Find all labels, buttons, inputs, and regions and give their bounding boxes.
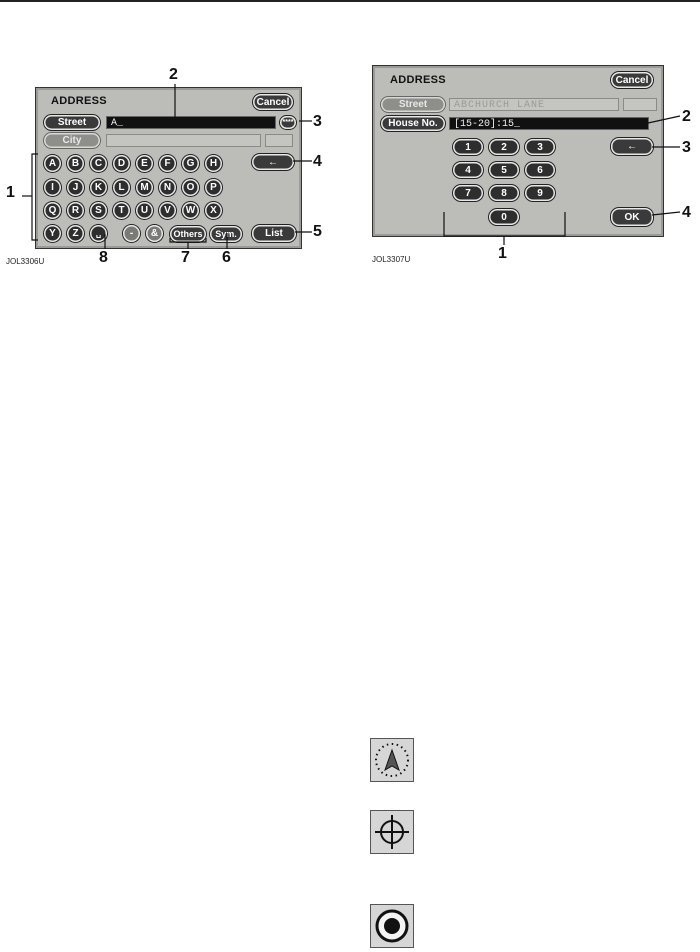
left-address-screen: [35, 87, 302, 249]
left-backspace-button[interactable]: ←: [252, 154, 294, 170]
right-figure-code: JOL3307U: [372, 255, 411, 264]
num-key-2[interactable]: 2: [489, 139, 519, 155]
right-cancel-button[interactable]: Cancel: [611, 72, 653, 88]
key-space[interactable]: ␣: [90, 225, 107, 242]
compass-heading-glyph: [371, 739, 413, 781]
left-screen-title: ADDRESS: [51, 95, 107, 107]
right-street-field: ABCHURCH LANE: [449, 98, 619, 111]
key-i[interactable]: I: [44, 179, 61, 196]
num-key-8[interactable]: 8: [489, 185, 519, 201]
key-k[interactable]: K: [90, 179, 107, 196]
crosshair-icon: [370, 810, 414, 854]
key-ampersand[interactable]: &: [146, 225, 163, 242]
key-d[interactable]: D: [113, 155, 130, 172]
left-city-button[interactable]: City: [44, 133, 100, 148]
sym-button[interactable]: Sym.: [210, 226, 242, 242]
num-key-6[interactable]: 6: [525, 162, 555, 178]
num-key-1[interactable]: 1: [453, 139, 483, 155]
left-callout-3: 3: [313, 113, 322, 130]
key-n[interactable]: N: [159, 179, 176, 196]
key-x[interactable]: X: [205, 202, 222, 219]
left-callout-8: 8: [99, 249, 108, 266]
left-street-button[interactable]: Street: [44, 115, 100, 130]
right-street-button[interactable]: Street: [381, 97, 445, 112]
left-city-field[interactable]: [106, 134, 261, 147]
num-key-7[interactable]: 7: [453, 185, 483, 201]
key-l[interactable]: L: [113, 179, 130, 196]
key-w[interactable]: W: [182, 202, 199, 219]
house-number-field[interactable]: [15-20]:15_: [449, 117, 649, 130]
key-g[interactable]: G: [182, 155, 199, 172]
left-callout-2: 2: [169, 66, 178, 83]
num-key-5[interactable]: 5: [489, 162, 519, 178]
right-screen-title: ADDRESS: [390, 74, 446, 86]
compass-heading-icon: [370, 738, 414, 782]
position-marker-glyph: [371, 905, 413, 947]
num-key-4[interactable]: 4: [453, 162, 483, 178]
right-address-screen: [372, 65, 664, 237]
right-backspace-button[interactable]: ←: [611, 138, 653, 155]
key-y[interactable]: Y: [44, 225, 61, 242]
key-v[interactable]: V: [159, 202, 176, 219]
num-key-9[interactable]: 9: [525, 185, 555, 201]
others-button[interactable]: Others: [170, 226, 206, 242]
page-top-rule: [0, 0, 700, 2]
right-callout-1: 1: [498, 245, 507, 262]
key-b[interactable]: B: [67, 155, 84, 172]
left-callout-1: 1: [6, 184, 15, 201]
key-s[interactable]: S: [90, 202, 107, 219]
key-c[interactable]: C: [90, 155, 107, 172]
right-callout-2: 2: [682, 108, 691, 125]
left-callout-4: 4: [313, 153, 322, 170]
crosshair-glyph: [371, 811, 413, 853]
key-u[interactable]: U: [136, 202, 153, 219]
right-street-count: [623, 98, 657, 111]
num-key-3[interactable]: 3: [525, 139, 555, 155]
key-q[interactable]: Q: [44, 202, 61, 219]
position-marker-icon: [370, 904, 414, 948]
key-p[interactable]: P: [205, 179, 222, 196]
left-callout-7: 7: [181, 249, 190, 266]
house-number-button[interactable]: House No.: [381, 116, 445, 131]
key-h[interactable]: H: [205, 155, 222, 172]
key-j[interactable]: J: [67, 179, 84, 196]
key-r[interactable]: R: [67, 202, 84, 219]
left-street-field[interactable]: A_: [106, 116, 276, 129]
left-callout-6: 6: [222, 249, 231, 266]
key-hyphen[interactable]: -: [123, 225, 140, 242]
left-callout-5: 5: [313, 223, 322, 240]
key-e[interactable]: E: [136, 155, 153, 172]
right-callout-4: 4: [682, 204, 691, 221]
list-button[interactable]: List: [252, 225, 296, 242]
left-match-count: ****: [280, 116, 296, 129]
num-key-0[interactable]: 0: [489, 209, 519, 225]
key-f[interactable]: F: [159, 155, 176, 172]
right-callout-3: 3: [682, 139, 691, 156]
left-figure-code: JOL3306U: [6, 257, 45, 266]
ok-button[interactable]: OK: [611, 208, 653, 226]
left-city-count: [265, 134, 293, 147]
key-o[interactable]: O: [182, 179, 199, 196]
key-t[interactable]: T: [113, 202, 130, 219]
key-a[interactable]: A: [44, 155, 61, 172]
key-m[interactable]: M: [136, 179, 153, 196]
key-z[interactable]: Z: [67, 225, 84, 242]
left-cancel-button[interactable]: Cancel: [253, 94, 293, 110]
